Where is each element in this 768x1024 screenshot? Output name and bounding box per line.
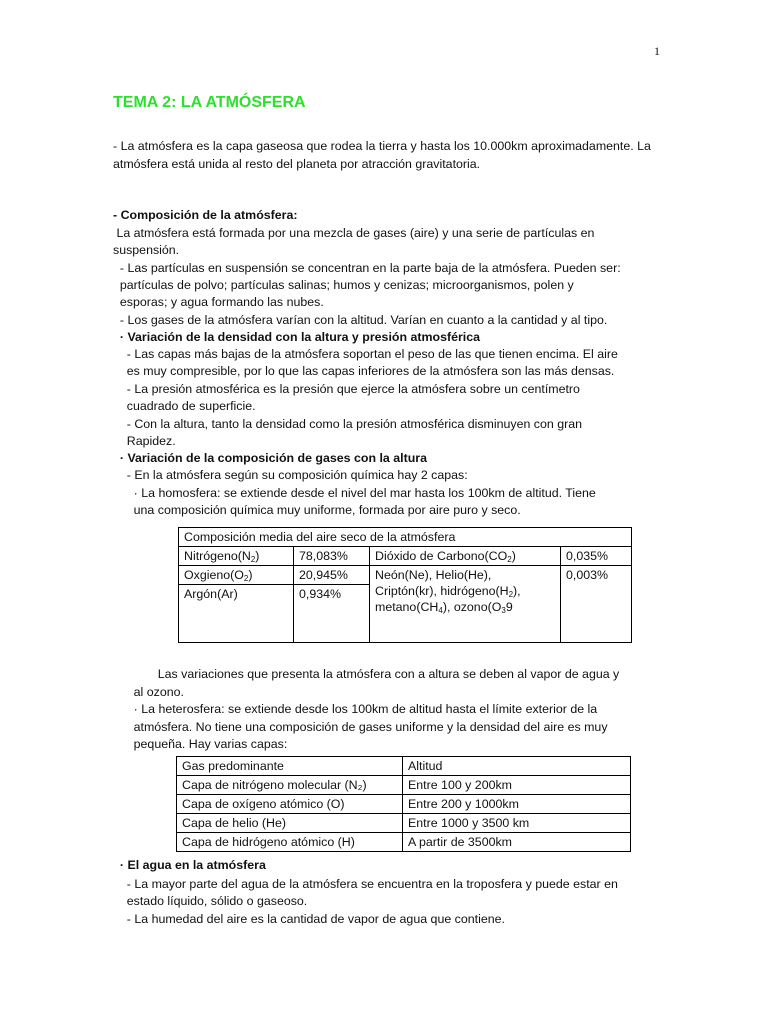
- density-line: cuadrado de superficie.: [113, 399, 256, 413]
- table-cell: Capa de nitrógeno molecular (N₂): [177, 776, 403, 795]
- density-line: es muy compresible, por lo que las capas inferiores de la atmósfera son las más densas.: [113, 364, 615, 378]
- table-cell: Entre 1000 y 3500 km: [403, 814, 631, 833]
- table-row: [177, 814, 631, 833]
- water-line: estado líquido, sólido o gaseoso.: [113, 894, 308, 908]
- paragraph-line: Las variaciones que presenta la atmósfera con a altura se deben al vapor de agua y: [113, 667, 620, 681]
- table-cell: 78,083%: [294, 547, 370, 566]
- composition-line: esporas; y agua formando las nubes.: [113, 295, 324, 309]
- table-cell: Capa de oxígeno atómico (O): [177, 795, 403, 814]
- paragraph-line: al ozono.: [113, 685, 184, 699]
- table-cell: 0,035%: [561, 547, 632, 566]
- air-composition-table: [178, 527, 632, 643]
- composition-heading: - Composición de la atmósfera:: [113, 208, 298, 222]
- composition-line: - Los gases de la atmósfera varían con la altitud. Varían en cuanto a la cantidad y al tipo.: [113, 313, 608, 327]
- composition-line: partículas de polvo; partículas salinas; humos y cenizas; microorganismos, polen y: [113, 278, 574, 292]
- gases-line: - En la atmósfera según su composición química hay 2 capas:: [113, 468, 468, 482]
- table-cell: Argón(Ar): [179, 585, 294, 643]
- intro-line: atmósfera está unida al resto del planeta por atracción gravitatoria.: [113, 157, 481, 171]
- density-line: Rapidez.: [113, 434, 176, 448]
- density-line: - Las capas más bajas de la atmósfera soportan el peso de las que tienen encima. El aire: [113, 347, 618, 361]
- table-cell: Neón(Ne), Helio(He), Criptón(kr), $hidrógeno(H_2)$, $metano(CH_4)$, $ozono(O_39$: [370, 566, 561, 643]
- table-caption: Composición media del aire seco de la atmósfera: [179, 528, 632, 547]
- density-heading: · Variación de la densidad con la altura y presión atmosférica: [113, 330, 481, 344]
- table-header: Gas predominante: [177, 757, 403, 776]
- table-cell: Entre 200 y 1000km: [403, 795, 631, 814]
- density-line: - La presión atmosférica es la presión que ejerce la atmósfera sobre un centímetro: [113, 382, 580, 396]
- table-cell: $Nitrógeno(N_2)$: [179, 547, 294, 566]
- table-row: [177, 833, 631, 852]
- composition-line: suspensión.: [113, 243, 180, 257]
- table-cell: $Oxgieno(O_2)$: [179, 566, 294, 585]
- page-title: TEMA 2: LA ATMÓSFERA: [113, 94, 306, 111]
- table-cell: Dióxido de $Carbono(CO_2)$: [370, 547, 561, 566]
- paragraph-line: pequeña. Hay varias capas:: [113, 737, 288, 751]
- water-line: - La mayor parte del agua de la atmósfera se encuentra en la troposfera y puede estar en: [113, 877, 618, 891]
- table-cell: 20,945%: [294, 566, 370, 585]
- table-cell: Capa de helio (He): [177, 814, 403, 833]
- table-header: Altitud: [403, 757, 631, 776]
- water-heading: · El agua en la atmósfera: [113, 858, 266, 872]
- gases-line: una composición química muy uniforme, formada por aire puro y seco.: [113, 503, 521, 517]
- gases-line: · La homosfera: se extiende desde el nivel del mar hasta los 100km de altitud. Tiene: [113, 486, 596, 500]
- composition-line: La atmósfera está formada por una mezcla de gases (aire) y una serie de partículas en: [113, 226, 595, 240]
- table-cell: Capa de hidrógeno atómico (H): [177, 833, 403, 852]
- intro-line: - La atmósfera es la capa gaseosa que rodea la tierra y hasta los 10.000km aproximadamente. La: [113, 139, 651, 153]
- paragraph-line: atmósfera. No tiene una composición de gases uniforme y la densidad del aire es muy: [113, 720, 608, 734]
- density-line: - Con la altura, tanto la densidad como la presión atmosférica disminuyen con gran: [113, 417, 583, 431]
- table-row: [177, 776, 631, 795]
- table-cell: Entre 100 y 200km: [403, 776, 631, 795]
- table-row: [177, 795, 631, 814]
- paragraph-line: · La heterosfera: se extiende desde los 100km de altitud hasta el límite exterior de la: [113, 702, 598, 716]
- heterosphere-table: [176, 756, 631, 852]
- composition-line: - Las partículas en suspensión se concentran en la parte baja de la atmósfera. Pueden ser:: [113, 261, 621, 275]
- table-cell: 0,003%: [561, 566, 632, 643]
- table-cell: A partir de 3500km: [403, 833, 631, 852]
- water-line: - La humedad del aire es la cantidad de vapor de agua que contiene.: [113, 912, 505, 926]
- table-cell: 0,934%: [294, 585, 370, 643]
- gases-heading: · Variación de la composición de gases con la altura: [113, 451, 428, 465]
- page-number: 1: [654, 44, 660, 58]
